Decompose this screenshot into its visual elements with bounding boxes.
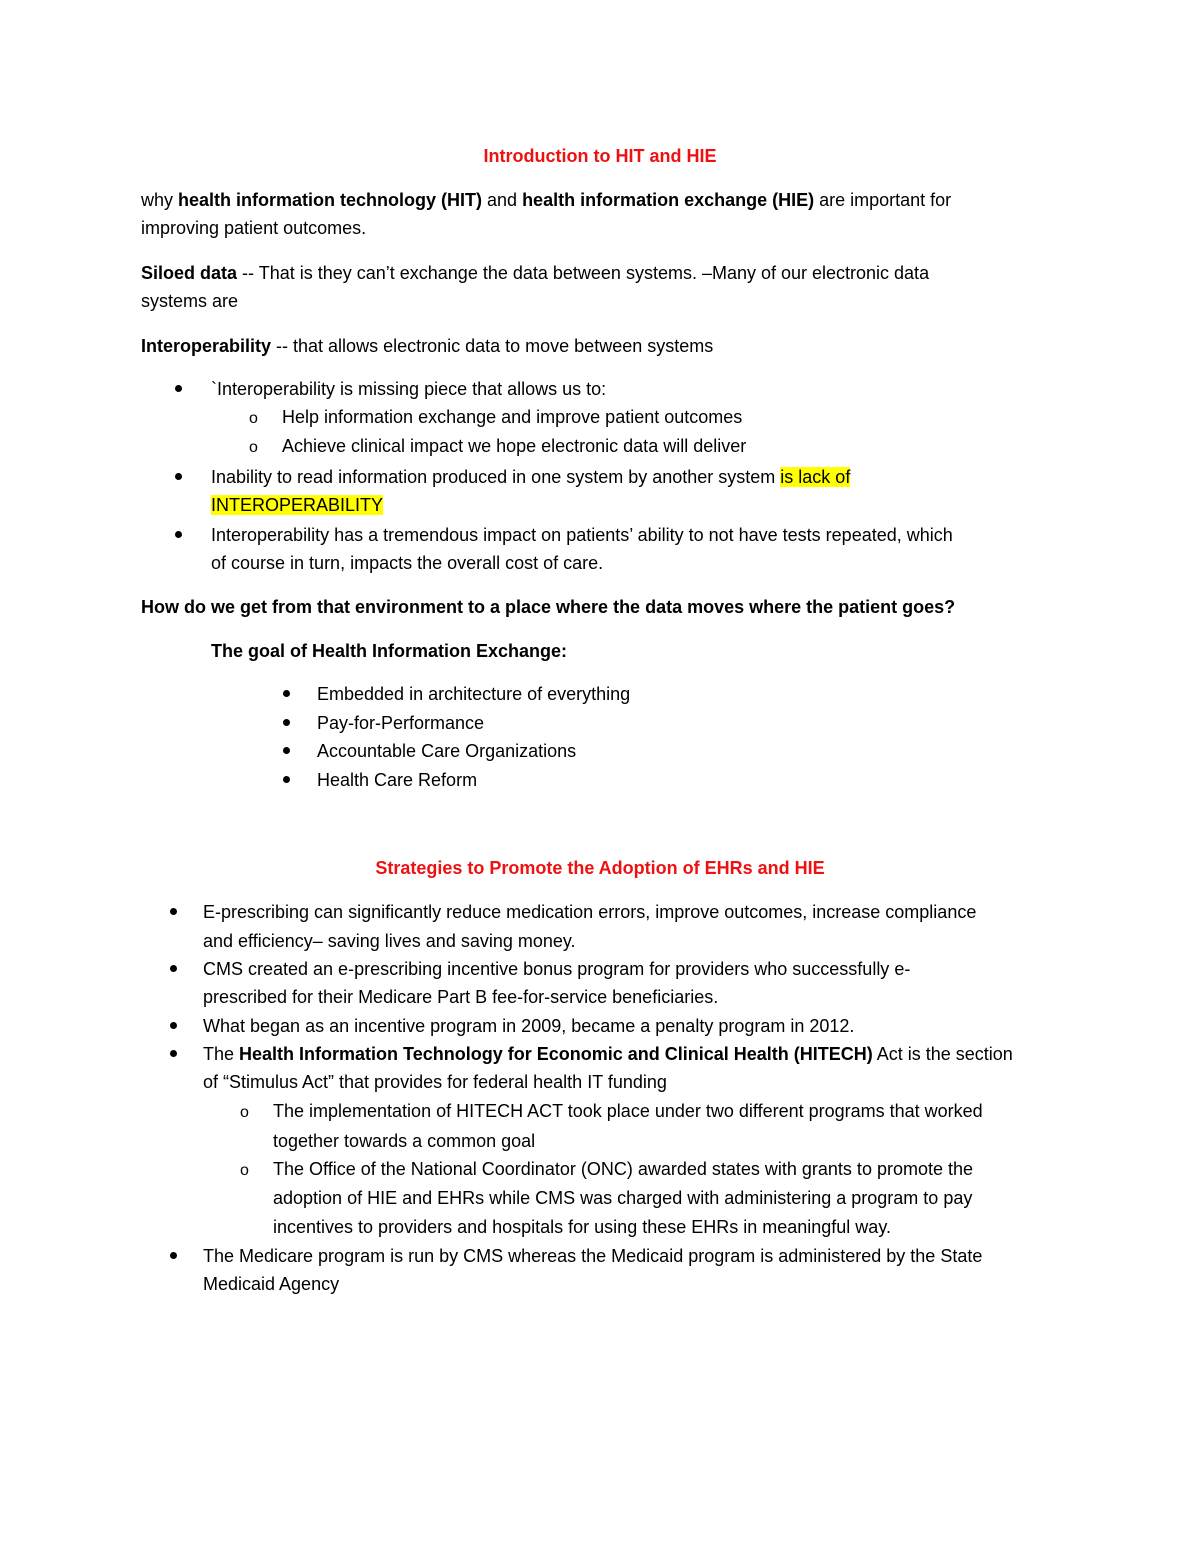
siloed-line-1: Siloed data -- That is they can’t exchange the data between systems. –Many of our electronic data [141,263,930,283]
goal-item: Health Care Reform [317,770,478,790]
highlight-lack-of: is lack of [780,467,851,487]
term-hitech: Health Information Technology for Economic and Clinical Health (HITECH) [239,1044,873,1064]
sub-bullet-marker: o [249,410,258,427]
strategy-sub-item-1: The implementation of HITECH ACT took place under two different programs that worked [273,1101,983,1121]
bullet-dot [170,1050,177,1057]
strategy-item-1-line-2: and efficiency– saving lives and saving money. [203,931,576,951]
bullet-dot [170,965,177,972]
bullet-dot [175,385,182,392]
goal-item: Embedded in architecture of everything [317,684,631,704]
strategy-sub-item-2-line-2: adoption of HIE and EHRs while CMS was charged with administering a program to pay [273,1188,973,1208]
bullet-item-2-line-2 [211,493,383,517]
sub-bullet-item-2: Achieve clinical impact we hope electronic data will deliver [282,436,747,456]
bullet-dot [175,531,182,538]
strategy-sub-item-1-line-2: together towards a common goal [273,1131,536,1151]
strategy-item-4-line-2: of “Stimulus Act” that provides for federal health IT funding [203,1072,667,1092]
strategy-sub-item-2-line-3: incentives to providers and hospitals for using these EHRs in meaningful way. [273,1217,891,1237]
term-hie: health information exchange (HIE) [522,190,815,210]
section-title-intro: Introduction to HIT and HIE [483,146,717,166]
bullet-item-1: `Interoperability is missing piece that allows us to: [211,379,607,399]
strategy-item-4: The Health Information Technology for Economic and Clinical Health (HITECH) Act is the section [203,1044,1013,1064]
bullet-dot [170,1252,177,1259]
bullet-dot [283,747,290,754]
strategy-item-1: E-prescribing can significantly reduce medication errors, improve outcomes, increase compliance [203,902,977,922]
interop-line: Interoperability -- that allows electronic data to move between systems [141,336,714,356]
bullet-item-3: Interoperability has a tremendous impact on patients’ ability to not have tests repeated, which [211,525,953,545]
strategy-sub-item-2: The Office of the National Coordinator (ONC) awarded states with grants to promote the [273,1159,974,1179]
bullet-dot [283,719,290,726]
strategy-item-5-line-2: Medicaid Agency [203,1274,340,1294]
sub-bullet-marker: o [249,439,258,456]
intro-line-2: improving patient outcomes. [141,218,367,238]
siloed-line-2: systems are [141,291,239,311]
bullet-dot [175,473,182,480]
question-heading: How do we get from that environment to a place where the data moves where the patient goes? [141,597,956,617]
bullet-dot [283,776,290,783]
bullet-dot [283,690,290,697]
intro-line-1: why health information technology (HIT) and health information exchange (HIE) are important for [141,190,952,210]
bullet-dot [170,908,177,915]
strategy-item-2: CMS created an e-prescribing incentive bonus program for providers who successfully e- [203,959,911,979]
strategy-item-3: What began as an incentive program in 2009, became a penalty program in 2012. [203,1016,855,1036]
highlight-interoperability: INTEROPERABILITY [211,495,384,515]
section-title-strategies: Strategies to Promote the Adoption of EHRs and HIE [375,858,825,878]
bullet-dot [170,1022,177,1029]
sub-bullet-marker: o [240,1104,249,1121]
term-interoperability: Interoperability [141,336,272,356]
sub-bullet-marker: o [240,1162,249,1179]
term-hit: health information technology (HIT) [178,190,483,210]
strategy-item-5: The Medicare program is run by CMS whereas the Medicaid program is administered by the State [203,1246,983,1266]
goal-heading: The goal of Health Information Exchange: [211,641,568,661]
strategy-item-2-line-2: prescribed for their Medicare Part B fee-for-service beneficiaries. [203,987,719,1007]
goal-item: Accountable Care Organizations [317,741,577,761]
sub-bullet-item-1: Help information exchange and improve patient outcomes [282,407,743,427]
term-siloed-data: Siloed data [141,263,238,283]
bullet-item-3-line-2: of course in turn, impacts the overall cost of care. [211,553,604,573]
goal-item: Pay-for-Performance [317,713,485,733]
bullet-item-2: Inability to read information produced in one system by another system is lack of [211,467,851,487]
